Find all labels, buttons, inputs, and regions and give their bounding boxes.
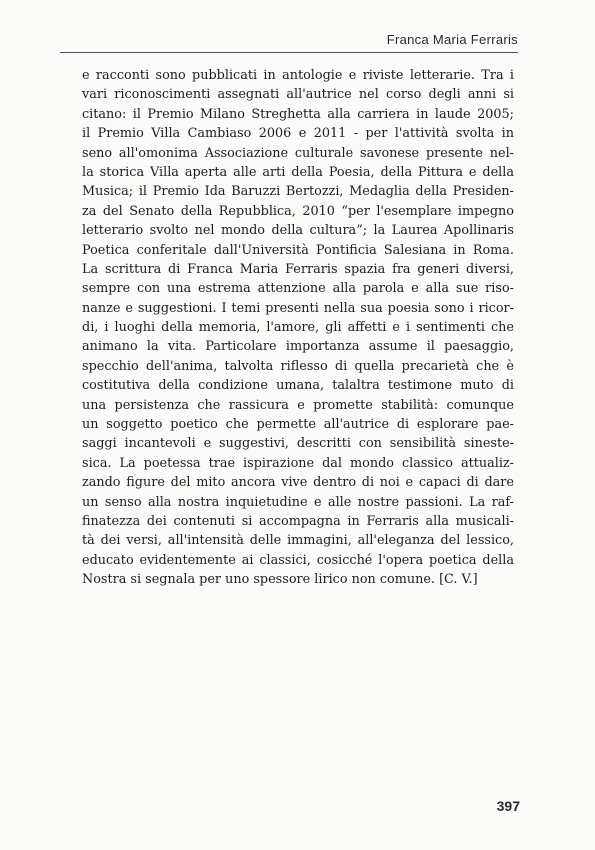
page-number: 397 (496, 798, 520, 814)
text-line: Nostra si segnala per uno spessore lirico non comune. [C. V.] (82, 572, 478, 588)
text-line: di, i luoghi della memoria, l'amore, gli affetti e i sentimenti che (82, 320, 514, 336)
text-line: Musica; il Premio Ida Baruzzi Bertozzi, Medaglia della Presiden- (82, 184, 514, 200)
text-line: seno all'omonima Associazione culturale savonese presente nel- (82, 145, 514, 161)
text-line: letterario svolto nel mondo della cultura”; la Laurea Apollinaris (82, 223, 514, 239)
text-line: educato evidentemente ai classici, cosicché l'opera poetica della (82, 552, 514, 568)
text-line: La scrittura di Franca Maria Ferraris spazia fra generi diversi, (82, 261, 514, 277)
text-line: e racconti sono pubblicati in antologie e riviste letterarie. Tra i (82, 68, 514, 83)
text-line: saggi incantevoli e suggestivi, descritti con sensibilità sineste- (82, 436, 514, 452)
text-line: Poetica conferitale dall'Università Pontificia Salesiana in Roma. (82, 242, 514, 258)
text-line: tà dei versi, all'intensità delle immagini, all'eleganza del lessico, (82, 533, 514, 549)
text-line: una persistenza che rassicura e promette stabilità: comunque (82, 397, 514, 413)
body-text (82, 66, 514, 590)
text-line: un senso alla nostra inquietudine e alle nostre passioni. La raf- (82, 494, 514, 510)
text-line: za del Senato della Repubblica, 2010 “per l'esemplare impegno (82, 203, 514, 219)
text-line: animano la vita. Particolare importanza assume il paesaggio, (82, 339, 514, 355)
text-line: zando figure del mito ancora vive dentro di noi e capaci di dare (82, 475, 514, 491)
text-line: il Premio Villa Cambiaso 2006 e 2011 - per l'attività svolta in (82, 126, 514, 142)
text-line: citano: il Premio Milano Streghetta alla carriera in laude 2005; (82, 106, 514, 122)
text-line: finatezza dei contenuti si accompagna in Ferraris alla musicali- (82, 513, 514, 529)
text-line: la storica Villa aperta alle arti della Poesia, della Pittura e della (82, 164, 514, 180)
text-line: nanze e suggestioni. I temi presenti nella sua poesia sono i ricor- (82, 300, 514, 316)
text-line: specchio dell'anima, talvolta riflesso di quella precarietà che è (82, 358, 514, 374)
header-rule (60, 52, 518, 53)
running-head: Franca Maria Ferraris (386, 32, 518, 47)
text-line: costitutiva della condizione umana, talaltra testimone muto di (82, 378, 514, 394)
text-line: sica. La poetessa trae ispirazione dal mondo classico attualiz- (82, 455, 514, 471)
text-line: un soggetto poetico che permette all'autrice di esplorare pae- (82, 417, 514, 433)
text-line: sempre con una estrema attenzione alla parola e alla sue riso- (82, 281, 514, 297)
text-line: vari riconoscimenti assegnati all'autrice nel corso degli anni si (82, 87, 514, 103)
page-header (60, 30, 518, 54)
